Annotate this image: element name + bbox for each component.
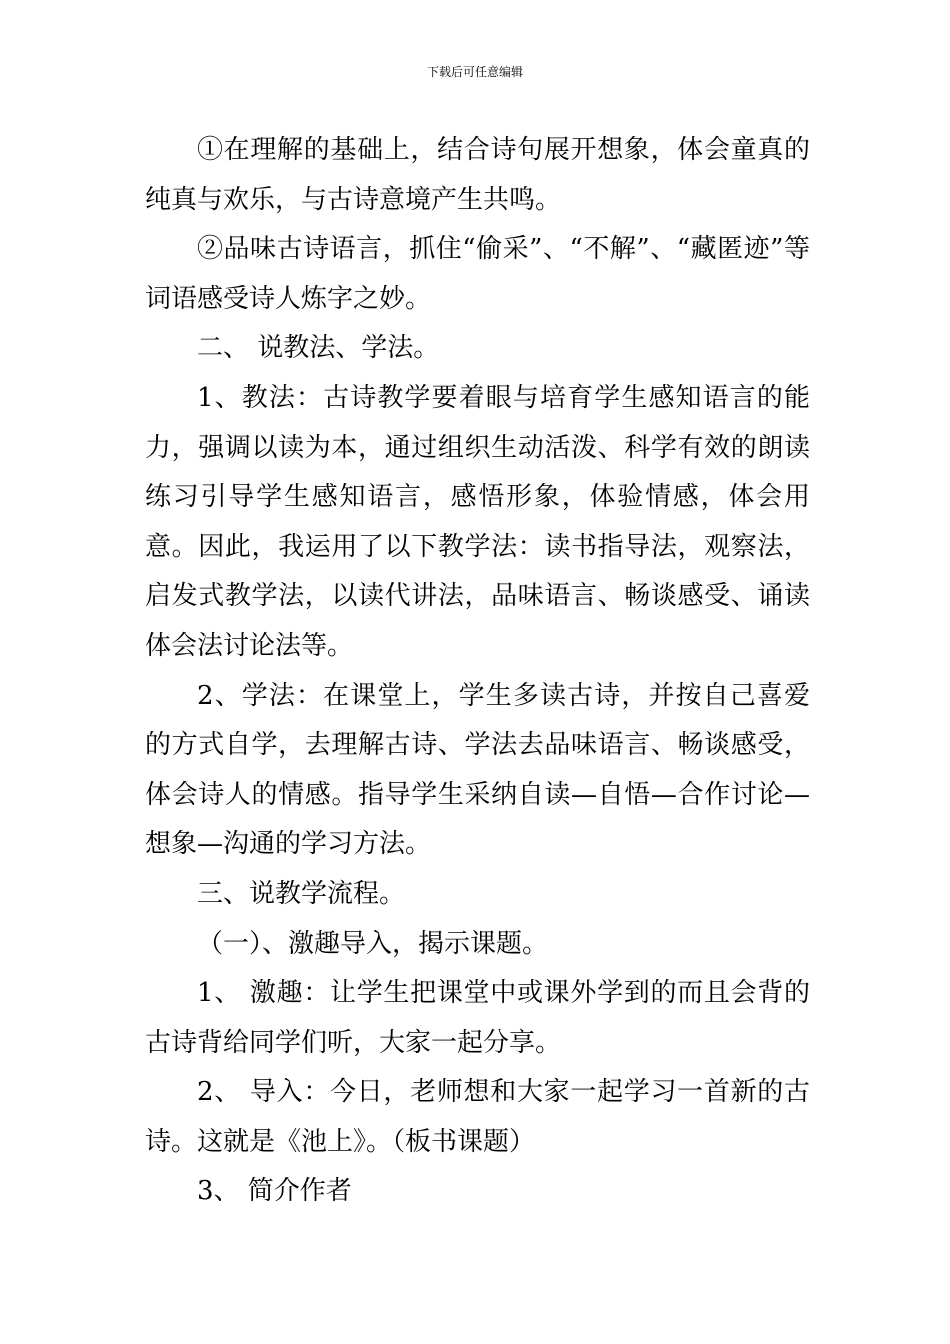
- paragraph-step-1: 1、 激趣：让学生把课堂中或课外学到的而且会背的古诗背给同学们听，大家一起分享。: [145, 978, 810, 1058]
- paragraph-teaching-method: 1、教法：古诗教学要着眼与培育学生感知语言的能力，强调以读为本，通过组织生动活泼、科学有效的朗读练习引导学生感知语言，感悟形象，体验情感，体会用意。因此，我运用了以下教学法：读书指导法，观察法，启发式教学法，以读代讲法，品味语言、畅谈感受、诵读体会法讨论法等。: [145, 382, 810, 661]
- page-header: 下载后可任意编辑: [426, 65, 523, 79]
- paragraph-learning-method: 2、学法：在课堂上，学生多读古诗，并按自己喜爱的方式自学，去理解古诗、学法去品味语言、畅谈感受，体会诗人的情感。指导学生采纳自读—自悟—合作讨论—想象—沟通的学习方法。: [145, 680, 810, 860]
- document-body: [145, 126, 810, 1217]
- paragraph-objective-1: ①在理解的基础上，结合诗句展开想象，体会童真的纯真与欢乐，与古诗意境产生共鸣。: [145, 135, 810, 215]
- paragraph-step-3: 3、 简介作者: [197, 1176, 352, 1207]
- paragraph-objective-2: ②品味古诗语言，抓住“偷采”、“不解”、“藏匿迹”等词语感受诗人炼字之妙。: [145, 234, 810, 314]
- section-heading-teaching-process: 三、说教学流程。: [197, 878, 406, 909]
- section-heading-teaching-methods: 二、 说教法、学法。: [197, 333, 440, 364]
- subsection-heading-intro: （一）、激趣导入，揭示课题。: [197, 928, 549, 959]
- paragraph-step-2: 2、 导入：今日，老师想和大家一起学习一首新的古诗。这就是《池上》。（板书课题）: [145, 1077, 810, 1157]
